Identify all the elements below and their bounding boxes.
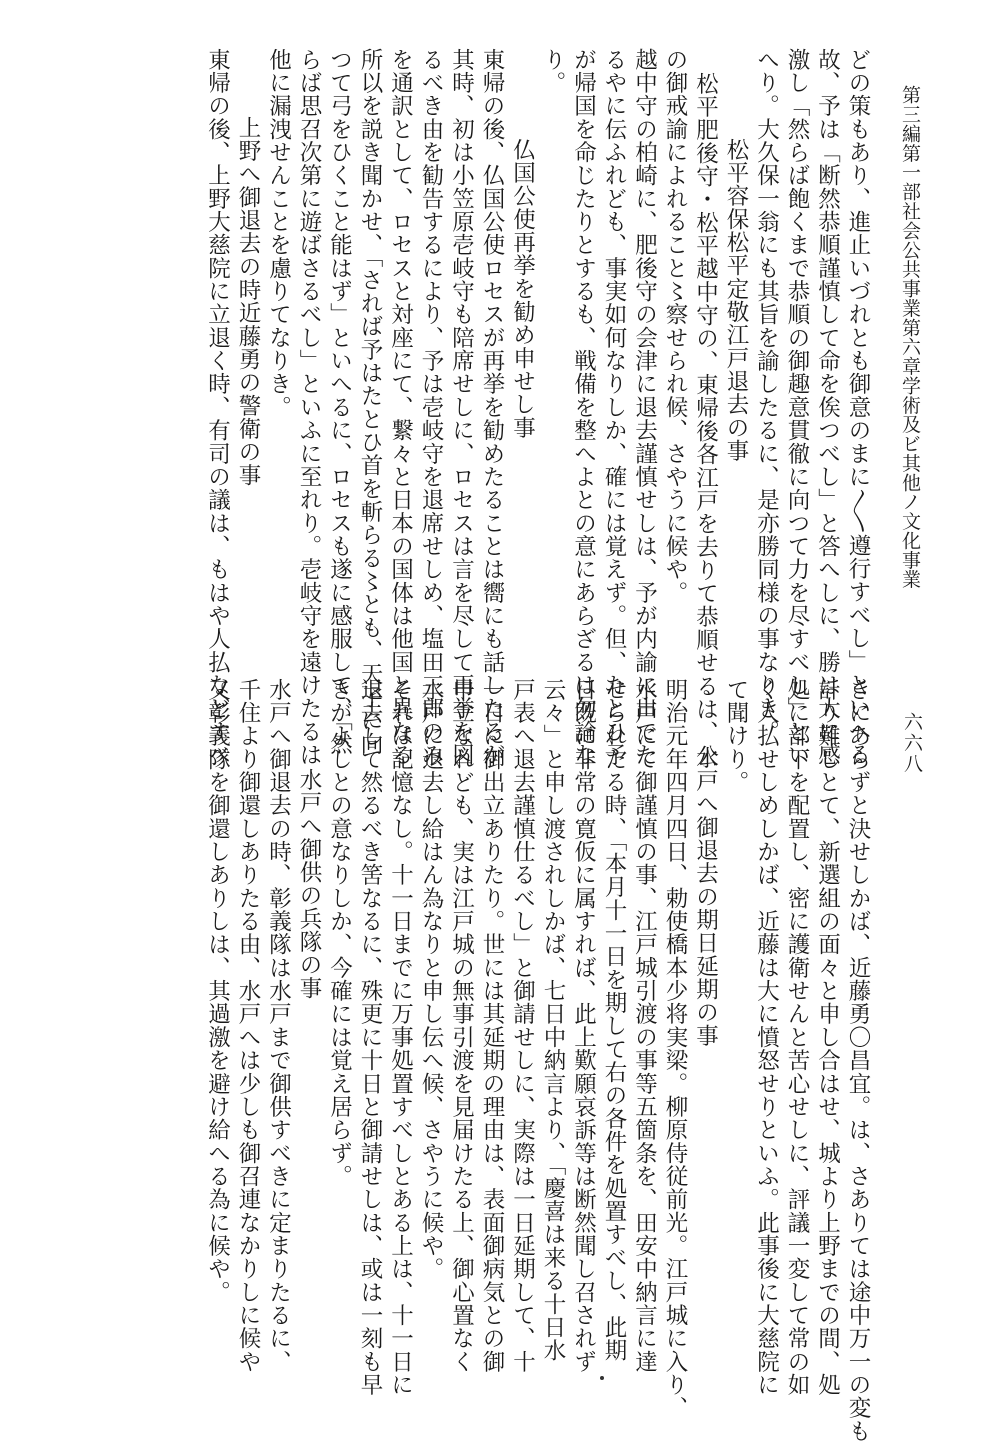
- answer-column: きがよしとの意なりしか、今確には覚え居らず。: [326, 678, 353, 1188]
- text-column: きにあらずと決せしかば、近藤勇〇昌宜。は、さありては途中万一の変も: [845, 678, 871, 1443]
- question-column: 戸表へ退去謹慎仕るべし」と御請せしに、実際は一日延期して、十: [509, 678, 536, 1374]
- question-column: 千住より御還しありたる由、水戸へは少しも御召連なかりしに候や: [235, 678, 261, 1374]
- running-head: [895, 85, 925, 725]
- question-column: の御戒諭によれること〻察せられ候、さやうに候や。: [662, 48, 688, 605]
- section-heading: 松平容保松平定敬江戸退去の事: [723, 138, 749, 463]
- section-heading: 上野へ御退去の時近藤勇の警衛の事: [235, 116, 261, 487]
- text-column: 他に漏洩せんことを慮りてなりき。: [265, 48, 292, 419]
- question-column: 水戸へ御退去の時、彰義隊は水戸まで御供すべきに定まりたるに、: [265, 678, 292, 1374]
- text-column: 処に部下を配置し、密に護衛せんと苦心せしに、評議一変して常の如: [784, 678, 810, 1397]
- running-head-part: 第三編: [899, 85, 921, 144]
- answer-column: それは記憶なし。十一日までに万事処置すべしとある上は、十一日に: [387, 678, 414, 1397]
- text-column: らば思召次第に遊ばさるべし」といふに至れり。壱岐守を遠けたるは: [296, 48, 322, 767]
- running-head-chapter-title: 学術及ビ其他ノ文化事業: [899, 375, 921, 589]
- text-column: どの策もあり、進止いづれとも御意のまに〳〵遵行すべし」といへる: [845, 48, 871, 766]
- text-column: つて弓をひくこと能はず」といへるに、ロセスも遂に感服して、「然: [326, 48, 353, 756]
- answer-column: り。: [540, 48, 566, 95]
- section-heading: 水戸へ御退去の期日延期の事: [692, 746, 719, 1048]
- question-column: 松平肥後守・松平越中守の、東帰後各江戸を去りて恭順せるは、公: [692, 72, 719, 768]
- text-column: く人払せしめしかば、近藤は大に憤怒せりといふ。此事後に大慈院に: [753, 678, 780, 1397]
- text-column: て聞けり。: [723, 678, 749, 794]
- text-column: へり。大久保一翁にも其旨を諭したるに、是亦勝同様の事なりき。: [753, 48, 780, 744]
- text-column: 其時、初は小笠原壱岐守も陪席せしに、ロセスは言を尽して再挙を図: [448, 48, 475, 767]
- question-column: 水戸に退去し給はん為なりと申し伝へ候、さやうに候や。: [418, 678, 444, 1281]
- answer-column: 退去して然るべき筈なるに、殊更に十日と御請せしは、或は一刻も早: [357, 678, 383, 1397]
- question-column: 申立なれども、実は江戸城の無事引渡を見届けたる上、御心置なく: [448, 678, 475, 1374]
- question-column: せられたる時、「本月十一日を期して右の各件を処置すべし、此期: [601, 678, 627, 1362]
- text-column: 故、予は「断然恭順謹慎して命を俟つべし」と答へしに、勝は大に感: [814, 48, 841, 767]
- question-column: 明治元年四月四日、勅使橋本少将実梁。柳原侍従前光。江戸城に入り、: [662, 678, 688, 1420]
- text-column: 計り難しとて、新選組の面々と申し合はせ、城より上野までの間、処: [814, 678, 841, 1397]
- lower-text-block: [73, 678, 873, 1443]
- page-dot-mark: [600, 1376, 604, 1380]
- question-column: 云々」と申し渡されしかば、七日中納言より、「慶喜は来る十日水: [540, 678, 566, 1362]
- text-column: を通訳として、ロセスと対座にて、繋々と日本の国体は他国と異なる: [387, 48, 414, 767]
- page-number: 六六八: [901, 712, 923, 775]
- question-column: 又彰義隊を御還しありしは、其過激を避け給へる為に候や。: [204, 678, 231, 1304]
- text-column: 東帰の後、仏国公使ロセスが再挙を勧めたることは嚮にも話したるが: [479, 48, 505, 767]
- text-column: 東帰の後、上野大慈院に立退く時、有司の議は、もはや人払などすべ: [204, 48, 231, 767]
- running-head-chapter: 第六章: [899, 317, 921, 376]
- text-column: 激し「然らば飽くまで恭順の御趣意貫徹に向つて力を尽すべし」とい: [784, 48, 810, 767]
- running-head-field: 社会公共事業: [899, 201, 921, 318]
- text-column: るべき由を勧告するにより、予は壱岐守を退席せしめ、塩田三郎のみ: [418, 48, 444, 767]
- answer-column: が帰国を命じたりとするも、戦備を整へよとの意にあらざるは勿論な: [570, 48, 597, 767]
- running-head-section: 第一部: [899, 143, 921, 202]
- section-heading: 水戸へ御供の兵隊の事: [296, 768, 322, 1000]
- answer-column: るやに伝ふれども、事実如何なりしか、確には覚えず。但、たとひ予: [601, 48, 627, 767]
- question-column: 日既に非常の寛仮に属すれば、此上歎願哀訴等は断然聞し召されず: [570, 678, 597, 1374]
- section-heading: 仏国公使再挙を勧め申せし事: [509, 138, 536, 440]
- text-column: 所以を説き聞かせ、「されば予はたとひ首を斬らる〻とも、天子に向: [357, 48, 383, 756]
- answer-column: 越中守の柏崎に、肥後守の会津に退去謹慎せしは、予が内諭に出でた: [631, 48, 658, 767]
- question-column: 水戸にて御謹慎の事、江戸城引渡の事等五箇条を、田安中納言に達: [631, 678, 658, 1374]
- question-column: 一日に御出立ありたり。世には其延期の理由は、表面御病気との御: [479, 678, 505, 1374]
